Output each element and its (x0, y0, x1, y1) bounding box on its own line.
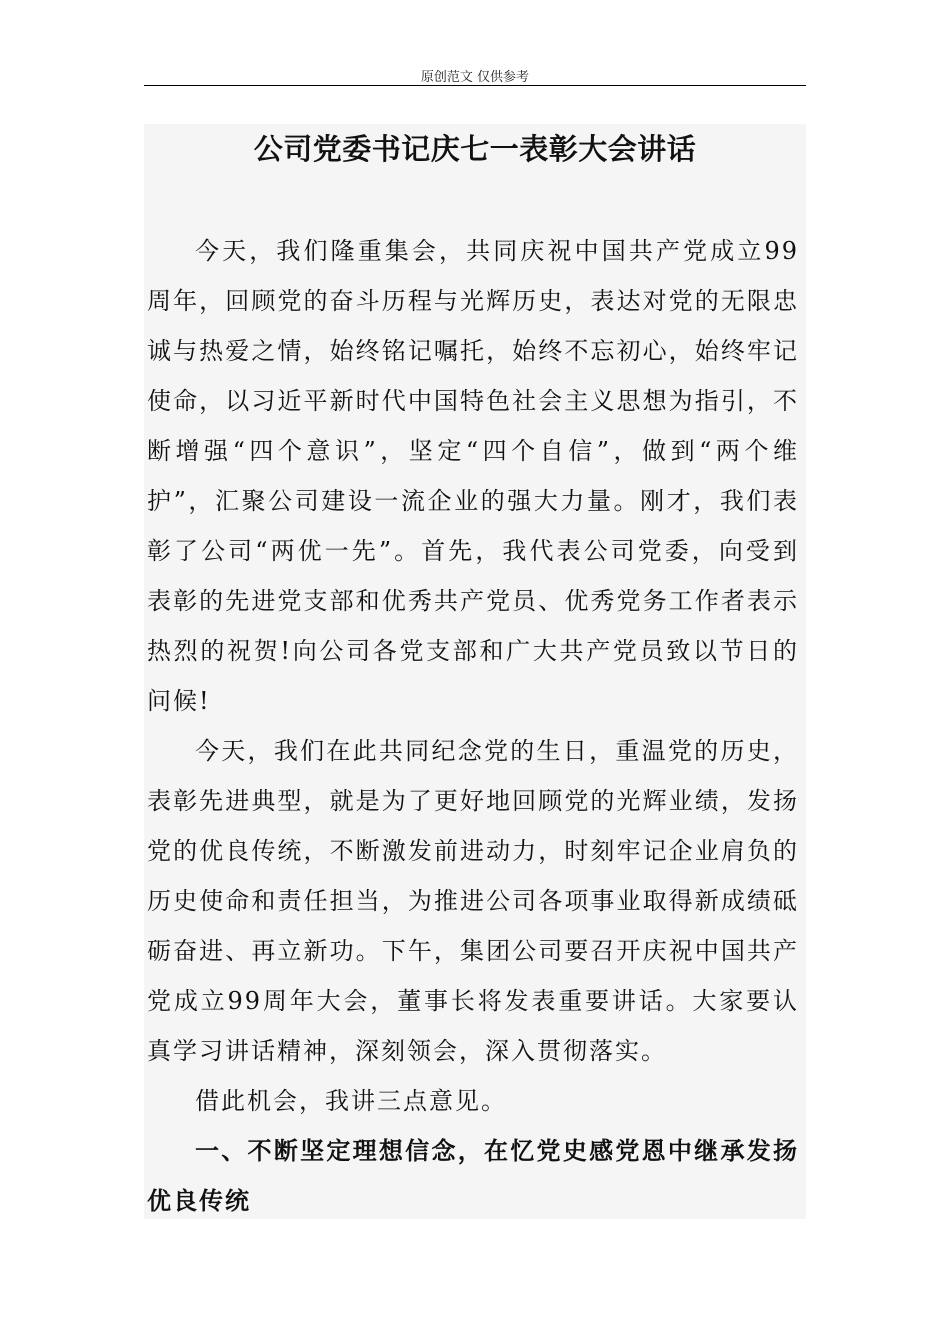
paragraph-1: 今天，我们隆重集会，共同庆祝中国共产党成立99周年，回顾党的奋斗历程与光辉历史，表达对党的无限忠诚与热爱之情，始终铭记嘱托，始终不忘初心，始终牢记使命，以习近平新时代中国特色社会主义思想为指引，不断增强“四个意识”，坚定“四个自信”，做到“两个维护”，汇聚公司建设一流企业的强大力量。刚才，我们表彰了公司“两优一先”。首先，我代表公司党委，向受到表彰的先进党支部和优秀共产党员、优秀党务工作者表示热烈的祝贺!向公司各党支部和广大共产党员致以节日的问候! (147, 237, 799, 715)
section-heading: 一、不断坚定理想信念，在忆党史感党恩中继承发扬优良传统 (147, 1136, 799, 1215)
document-text (147, 226, 799, 1226)
paragraph-3: 借此机会，我讲三点意见。 (195, 1087, 507, 1115)
header-divider (144, 85, 806, 86)
paragraph-2: 今天，我们在此共同纪念党的生日，重温党的历史，表彰先进典型，就是为了更好地回顾党的光辉业绩，发扬党的优良传统，不断激发前进动力，时刻牢记企业肩负的历史使命和责任担当，为推进公司各项事业取得新成绩砥砺奋进、再立新功。下午，集团公司要召开庆祝中国共产党成立99周年大会，董事长将发表重要讲话。大家要认真学习讲话精神，深刻领会，深入贯彻落实。 (147, 737, 799, 1065)
document-title: 公司党委书记庆七一表彰大会讲话 (253, 132, 697, 166)
header-note: 原创范文 仅供参考 (420, 70, 530, 85)
document-body (144, 124, 806, 1219)
